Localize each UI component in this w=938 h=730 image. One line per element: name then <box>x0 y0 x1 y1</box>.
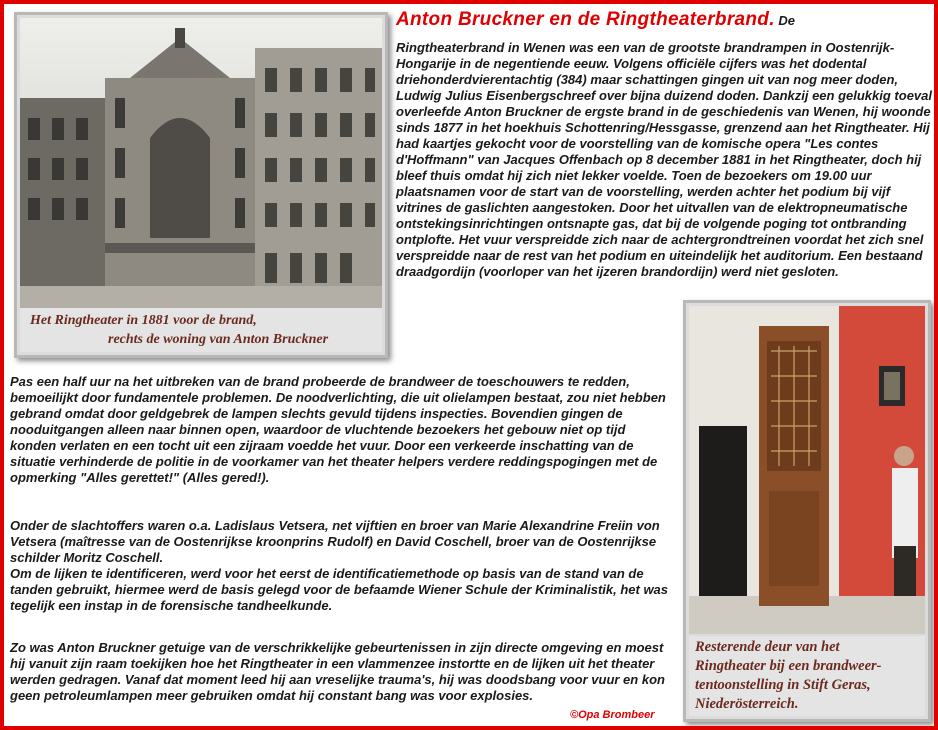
caption-line: Het Ringtheater in 1881 voor de brand, <box>30 313 257 328</box>
paragraph-4: Om de lijken te identificeren, werd voor het eerst de identificatiemethode op basis van de stand van de tanden gebruikt, hiermee werd de basis gelegd voor de befaamde Wiener Schule der Kriminalistik, het was tegelijk een instap in de forensische tandheelkunde. <box>10 566 669 613</box>
caption-line: tentoonstelling in Stift Geras, <box>695 677 871 693</box>
page-title: Anton Bruckner en de Ringtheaterbrand. <box>396 9 775 30</box>
door-photo-caption <box>689 636 925 716</box>
paragraph-5: Zo was Anton Bruckner getuige van de verschrikkelijke gebeurtenissen in zijn directe omgeving en moest hij vanuit zijn raam toekijken hoe het Ringtheater in een vlammenzee instortte en de lijken uit het theater werden gedragen. Vanaf dat moment leed hij aan vreselijke trauma's, hij was doodsbang voor vuur en kon geen petroleumlampen meer gebruiken omdat hij constant bang was voor explosies. <box>10 640 665 703</box>
paragraph-2: Pas een half uur na het uitbreken van de brand probeerde de brandweer de toeschouwers te redden, bemoeilijkt door fundamentele problemen. De noodverlichting, die uit olielampen bestaat, zou niet hebben gebrand omdat door geldgebrek de lampen slechts gevuld tijdens inspecties. Bovendien gingen de nooduitgangen alleen naar binnen open, waardoor de vluchtende bezoekers het gebouw niet op tijd konden verlaten en een tocht uit een zijraam voedde het vuur. Door een verkeerde inschatting van de situatie verhinderde de politie in de voorkamer van het theater helpers verdere reddingspogingen met de opmerking "Alles gerettet!" (Alles gered!). <box>10 374 666 485</box>
paragraph-3: Onder de slachtoffers waren o.a. Ladislaus Vetsera, net vijftien en broer van Marie Alexandrine Freiin von Vetsera (maîtresse van de Oostenrijkse kroonprins Rudolf) en David Coschell, broer van de Oostenrijkse schilder Moritz Coschell. <box>10 518 660 565</box>
ringtheater-photo <box>14 12 388 358</box>
ringtheater-building-image <box>20 18 382 308</box>
theater-door-image <box>689 306 925 634</box>
caption-line: Ringtheater bij een brandweer- <box>695 658 882 674</box>
caption-line: Niederösterreich. <box>695 696 799 712</box>
caption-line: rechts de woning van Anton Bruckner <box>108 332 329 347</box>
ringtheater-photo-caption <box>20 308 382 352</box>
door-photo <box>683 300 931 722</box>
caption-line: Resterende deur van het <box>695 639 840 655</box>
paragraph-1: Ringtheaterbrand in Wenen was een van de grootste brandrampen in Oostenrijk-Hongarije in de negentiende eeuw. Volgens officiële cijfers was het dodental driehonderdvierentachtig (384) maar schattingen gingen uit van nog meer doden, Ludwig Julius Eisenbergschreef over bijna duizend doden. Dankzij een gelukkig toeval overleefde Anton Bruckner de ergste brand in de geschiedenis van Wenen, hij woonde sinds 1877 in het hoekhuis Schottenring/Hessgasse, grenzend aan het Ringtheater. Hij had kaartjes gekocht voor de voorstelling van de komische opera "Les contes d'Hoffmann" van Jacques Offenbach op 8 december 1881 in het Ringtheater, doch hij bleef thuis omdat hij zich niet lekker voelde. Toen de bezoekers om 19.00 uur plaatsnamen voor de start van de voorstelling, werden achter het podium bij vijf vitrines de gaslichten aangestoken. Door het uitvallen van de elektropneumatische ontstekingsinrichtingen ontsnapte gas, dat bij de volgende poging tot ontbranding ontplofte. Het vuur verspreidde zich naar de achtergrondtreinen voordat het zich snel verspreidde naar de rest van het podium en uiteindelijk het auditorium. Een bestaand draadgordijn (voorloper van het ijzeren brandordijn) werd niet gesloten. <box>396 40 933 279</box>
copyright-credit: ©Opa Brombeer <box>570 709 655 721</box>
intro-paragraph <box>396 9 930 30</box>
intro-first-word: De <box>778 13 796 28</box>
